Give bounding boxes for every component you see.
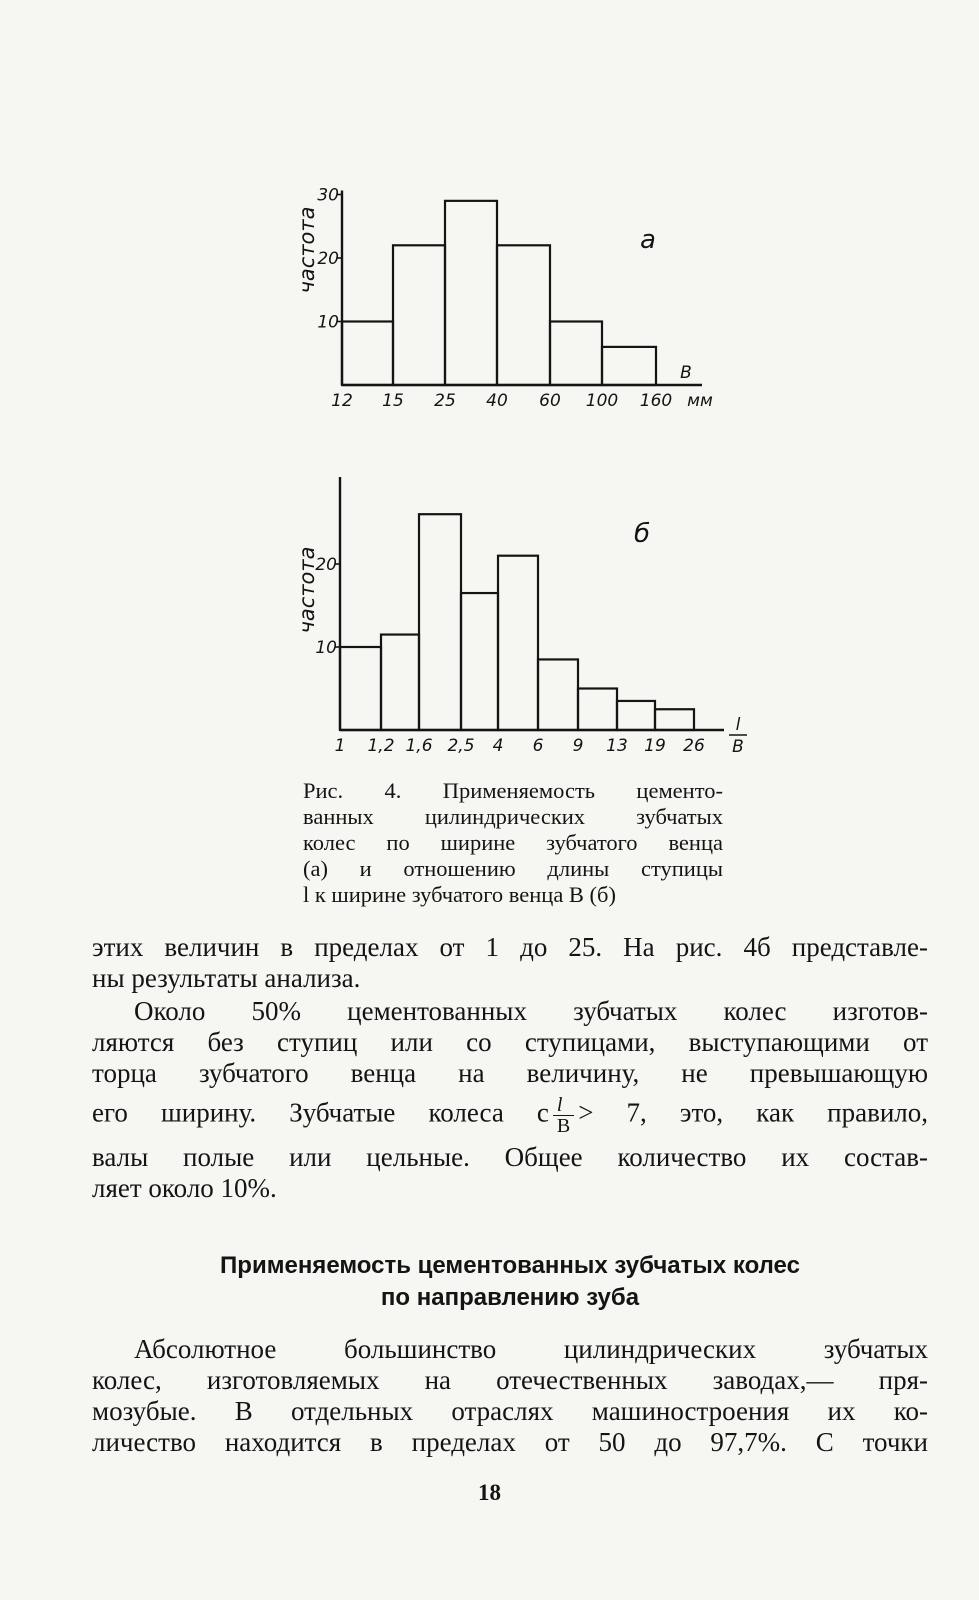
y-tick-label: 10 (317, 312, 339, 333)
text-line: этих величин в пределах от 1 до 25. На рис. 4б представле- (92, 932, 928, 962)
x-tick-label: 1,6 (405, 736, 433, 756)
panel-label: а (640, 225, 656, 255)
histogram-bar (538, 659, 578, 730)
heading-line: Применяемость цементованных зубчатых колес (220, 1252, 800, 1279)
paragraph-2 (92, 996, 928, 1204)
y-tick-label: 20 (317, 249, 339, 269)
x-tick-label: 13 (606, 736, 628, 756)
x-tick-label: 19 (644, 736, 666, 756)
x-axis-symbol-numerator: l (735, 715, 741, 735)
fraction-numerator: l (553, 1095, 574, 1116)
chart-a (0, 95, 979, 420)
x-axis-symbol: B (680, 363, 692, 383)
histogram-bar (617, 701, 655, 730)
text-line: торца зубчатого венца на величину, не превышающую (92, 1058, 928, 1088)
histogram-bar (419, 514, 461, 730)
histogram-bar (498, 556, 538, 730)
x-tick-label: 160 (639, 391, 673, 411)
x-tick-label: 26 (683, 736, 705, 756)
histogram-bar (602, 347, 656, 385)
x-tick-label: 25 (434, 391, 456, 411)
histogram-bar (340, 647, 381, 730)
x-tick-label: 12 (331, 391, 353, 411)
chart-b (0, 430, 979, 770)
text-line: валы полые или цельные. Общее количество их состав- (92, 1142, 928, 1172)
x-axis-symbol-denominator: B (732, 737, 744, 757)
caption-line: l к ширине зубчатого венца В (б) (303, 882, 616, 907)
formula-line (92, 1095, 928, 1136)
formula-prefix: его ширину. Зубчатые колеса с (92, 1097, 549, 1128)
x-tick-label: 60 (539, 391, 561, 411)
text-line: ляет около 10%. (92, 1173, 277, 1203)
y-axis-title: частота (295, 206, 319, 294)
x-tick-label: 4 (492, 736, 504, 756)
text-line: Около 50% цементованных зубчатых колес изготов- (134, 996, 928, 1026)
fraction-denominator: B (556, 1115, 571, 1137)
x-axis-unit: мм (687, 391, 713, 411)
x-tick-label: 15 (382, 391, 404, 411)
panel-label: б (634, 519, 651, 549)
figure-caption (303, 778, 723, 908)
chart-b-svg (0, 430, 979, 770)
x-tick-label: 1,2 (367, 736, 395, 756)
caption-line: Рис. 4. Применяемость цементо- (303, 778, 723, 803)
y-axis-title: частота (295, 546, 319, 634)
text-line: Абсолютное большинство цилиндрических зубчатых (134, 1334, 928, 1364)
caption-line: колес по ширине зубчатого венца (303, 830, 723, 855)
x-tick-label: 100 (585, 391, 619, 411)
y-tick-label: 30 (317, 185, 339, 206)
paragraph-3 (92, 1334, 928, 1458)
text-line: колес, изготовляемых на отечественных заводах,— пря- (92, 1365, 928, 1395)
histogram-bar (445, 201, 497, 385)
histogram-bar (550, 322, 602, 386)
heading-line: по направлению зуба (380, 1284, 640, 1311)
chart-a-svg (0, 95, 979, 420)
histogram-bar (578, 689, 617, 731)
x-tick-label: 6 (532, 736, 544, 756)
histogram-bar (393, 245, 445, 385)
text-line: личество находится в пределах от 50 до 97,7%. С точки (92, 1427, 928, 1457)
histogram-bar (342, 322, 393, 386)
x-tick-label: 9 (572, 736, 584, 756)
caption-line: ванных цилиндрических зубчатых (303, 804, 723, 829)
formula-suffix: > 7, это, как правило, (578, 1097, 928, 1128)
x-tick-label: 2,5 (447, 736, 475, 756)
y-tick-label: 10 (315, 638, 337, 658)
histogram-bar (655, 709, 694, 730)
text-line: ны результаты анализа. (92, 963, 361, 993)
text-line: мозубые. В отдельных отраслях машиностроения их ко- (92, 1396, 928, 1426)
y-tick-label: 20 (315, 555, 337, 575)
page-number: 18 (478, 1480, 501, 1505)
caption-line: (а) и отношению длины ступицы (303, 856, 723, 881)
histogram-bar (461, 593, 498, 730)
section-heading (92, 1250, 928, 1314)
paragraph-1 (92, 932, 928, 994)
histogram-bar (497, 245, 550, 385)
fraction-l-over-b (553, 1095, 574, 1136)
x-tick-label: 1 (334, 736, 346, 756)
text-line: ляются без ступиц или со ступицами, выступающими от (92, 1027, 928, 1057)
histogram-bar (381, 635, 419, 730)
x-tick-label: 40 (486, 391, 508, 411)
